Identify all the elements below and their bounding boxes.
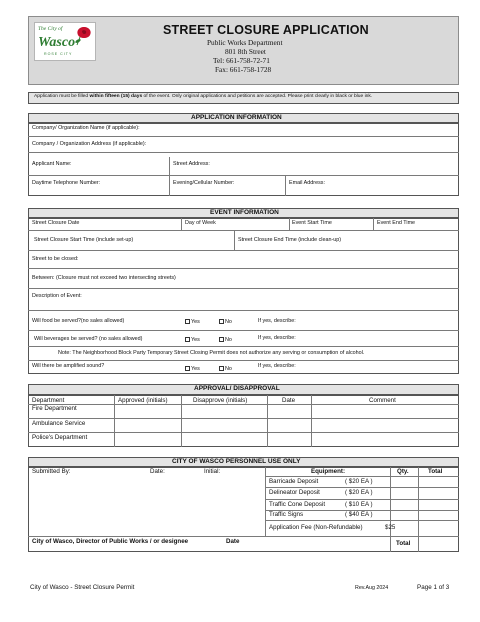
- food-yes-checkbox[interactable]: Yes: [185, 319, 200, 325]
- dept-ambulance: Ambulance Service: [32, 420, 86, 427]
- alcohol-note: Note: The Neighborhood Block Party Temporary Street Closing Permit does not authorize any serving or consumption of alcohol.: [58, 350, 365, 356]
- checkbox-icon: [219, 337, 224, 342]
- org-name-field[interactable]: Company/ Organization Name (if applicable):: [32, 125, 140, 131]
- office-date-field[interactable]: Date:: [150, 468, 165, 475]
- beverage-yes-checkbox[interactable]: Yes: [185, 337, 200, 343]
- logo-tagline: ROSE CITY: [44, 52, 73, 56]
- application-fee-amount: $25: [385, 524, 396, 531]
- department-tel: Tel: 661-758-72-71: [213, 56, 270, 65]
- between-field[interactable]: Between: (Closure must not exceed two intersecting streets): [32, 275, 176, 281]
- checkbox-icon: [185, 319, 190, 324]
- department-fax: Fax: 661-758-1728: [215, 65, 272, 74]
- submitted-by-field[interactable]: Submitted By:: [32, 468, 71, 475]
- food-no-checkbox[interactable]: No: [219, 319, 232, 325]
- food-question: Will food be served?(no sales allowed): [32, 318, 125, 324]
- equipment-delineator-fee: ( $20 EA ): [345, 489, 373, 496]
- dept-fire: Fire Department: [32, 405, 77, 412]
- city-logo: [34, 22, 96, 61]
- event-end-field[interactable]: Event End Time: [377, 220, 416, 226]
- signature-date-field[interactable]: Date: [226, 538, 240, 545]
- col-disapprove: Disapprove (initials): [193, 397, 248, 404]
- application-info-heading: APPLICATION INFORMATION: [191, 114, 282, 121]
- equipment-barricade-fee: ( $20 EA ): [345, 478, 373, 485]
- checkbox-icon: [185, 366, 190, 371]
- food-describe-field[interactable]: If yes, describe:: [258, 318, 296, 324]
- total-header: Total: [428, 468, 443, 475]
- day-of-week-field[interactable]: Day of Week: [185, 220, 216, 226]
- sound-yes-checkbox[interactable]: Yes: [185, 366, 200, 372]
- equipment-signs: Traffic Signs: [269, 511, 304, 518]
- sound-describe-field[interactable]: If yes, describe:: [258, 363, 296, 369]
- checkbox-icon: [219, 319, 224, 324]
- footer-page-number: Page 1 of 3: [417, 584, 450, 591]
- closure-date-field[interactable]: Street Closure Date: [32, 220, 80, 226]
- col-approved: Approved (initials): [118, 397, 168, 404]
- sound-no-checkbox[interactable]: No: [219, 366, 232, 372]
- department-address: 801 8th Street: [225, 47, 266, 56]
- checkbox-icon: [185, 337, 190, 342]
- office-use-heading: CITY OF WASCO PERSONNEL USE ONLY: [172, 458, 301, 465]
- closure-start-field[interactable]: Street Closure Start Time (include set-up): [34, 237, 134, 243]
- org-address-field[interactable]: Company / Organization Address (if applicable):: [32, 141, 147, 147]
- notice-text: Application must be filled within fifteen (15) days of the event. Only original applications and petitions are accepted. Please print clearly in black or blue ink.: [34, 94, 373, 99]
- logo-line1: The City of: [38, 26, 63, 32]
- application-fee-label: Application Fee (Non-Refundable): [269, 524, 363, 531]
- dept-police: Police's Department: [32, 434, 88, 441]
- office-initial-field[interactable]: Initial:: [204, 468, 221, 475]
- qty-header: Qty.: [397, 468, 409, 475]
- equipment-signs-fee: ( $40 EA ): [345, 511, 373, 518]
- equipment-header: Equipment:: [311, 468, 346, 475]
- col-date: Date: [282, 397, 296, 404]
- event-info-heading: EVENT INFORMATION: [210, 209, 279, 216]
- closure-end-field[interactable]: Street Closure End Time (include clean-up): [238, 237, 342, 243]
- equipment-cone-fee: ( $10 EA ): [345, 501, 373, 508]
- footer-revision: Rev.Aug 2024: [355, 585, 389, 591]
- beverage-no-checkbox[interactable]: No: [219, 337, 232, 343]
- street-closed-field[interactable]: Street to be closed:: [32, 256, 79, 262]
- applicant-name-field[interactable]: Applicant Name:: [32, 161, 72, 167]
- footer-title: City of Wasco - Street Closure Permit: [30, 584, 135, 591]
- logo-line2: Wasco: [38, 35, 76, 50]
- page-title: STREET CLOSURE APPLICATION: [163, 23, 369, 37]
- approval-heading: APPROVAL/ DISAPPROVAL: [194, 385, 280, 392]
- sound-question: Will there be amplified sound?: [32, 363, 105, 369]
- checkbox-icon: [219, 366, 224, 371]
- description-field[interactable]: Description of Event:: [32, 293, 82, 299]
- rose-icon: [74, 25, 94, 47]
- beverage-question: Will beverages be served? (no sales allowed): [34, 336, 143, 342]
- daytime-phone-field[interactable]: Daytime Telephone Number:: [32, 180, 101, 186]
- equipment-cone: Traffic Cone Deposit: [269, 501, 326, 508]
- beverage-describe-field[interactable]: If yes, describe:: [258, 335, 296, 341]
- equipment-barricade: Barricade Deposit: [269, 478, 319, 485]
- director-signature-field[interactable]: City of Wasco, Director of Public Works / or designee: [32, 538, 189, 545]
- equipment-delineator: Delineator Deposit: [269, 489, 320, 496]
- col-department: Department: [32, 397, 65, 404]
- col-comment: Comment: [369, 397, 396, 404]
- event-start-field[interactable]: Event Start Time: [292, 220, 332, 226]
- street-address-field[interactable]: Street Address:: [173, 161, 210, 167]
- grand-total-label: Total: [396, 540, 411, 547]
- email-field[interactable]: Email Address:: [289, 180, 325, 186]
- evening-phone-field[interactable]: Evening/Cellular Number:: [173, 180, 235, 186]
- department-name: Public Works Department: [207, 38, 283, 47]
